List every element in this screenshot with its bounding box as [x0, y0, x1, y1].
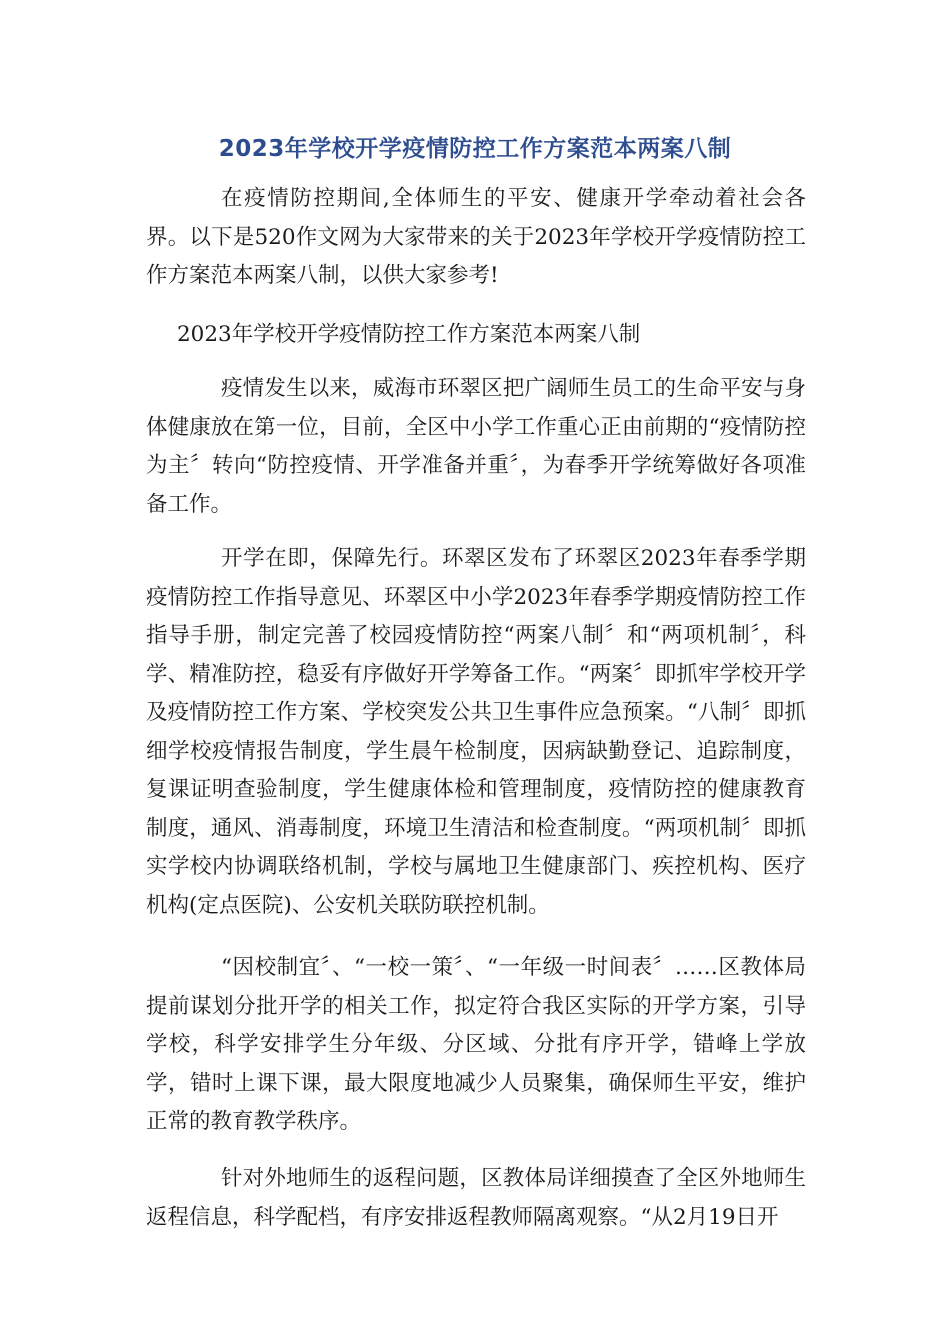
section-heading: 2023年学校开学疫情防控工作方案范本两案八制 — [177, 322, 641, 347]
paragraph-background: 疫情发生以来，威海市环翠区把广阔师生员工的生命平安与身体健康放在第一位，目前，全区中小学工作重心正由前期的“疫情防控为主〞转向“防控疫情、开学准备并重〞，为春季开学统筹做好各项准备工作。 — [146, 376, 806, 517]
paragraph-returning-staff: 针对外地师生的返程问题，区教体局详细摸查了全区外地师生返程信息，科学配档，有序安排返程教师隔离观察。“从2月19日开 — [146, 1166, 806, 1230]
paragraph-staggered-opening: “因校制宜〞、“一校一策〞、“一年级一时间表〞……区教体局提前谋划分批开学的相关工作，拟定符合我区实际的开学方案，引导学校，科学安排学生分年级、分区域、分批有序开学，错峰上学放学，错时上课下课，最大限度地减少人员聚集，确保师生平安，维护正常的教育教学秩序。 — [146, 955, 806, 1134]
paragraph-guarantees: 开学在即，保障先行。环翠区发布了环翠区2023年春季学期疫情防控工作指导意见、环翠区中小学2023年春季学期疫情防控工作指导手册，制定完善了校园疫情防控“两案八制〞和“两项机制〞，科学、精准防控，稳妥有序做好开学筹备工作。“两案〞即抓牢学校开学及疫情防控工作方案、学校突发公共卫生事件应急预案。“八制〞即抓细学校疫情报告制度，学生晨午检制度，因病缺勤登记、追踪制度，复课证明查验制度，学生健康体检和管理制度，疫情防控的健康教育制度，通风、消毒制度，环境卫生清洁和检查制度。“两项机制〞即抓实学校内协调联络机制，学校与属地卫生健康部门、疾控机构、医疗机构(定点医院)、公安机关联防联控机制。 — [146, 546, 806, 918]
document-title: 2023年学校开学疫情防控工作方案范本两案八制 — [218, 136, 732, 162]
intro-paragraph: 在疫情防控期间,全体师生的平安、健康开学牵动着社会各界。以下是520作文网为大家带来的关于2023年学校开学疫情防控工作方案范本两案八制，以供大家参考! — [146, 186, 806, 288]
